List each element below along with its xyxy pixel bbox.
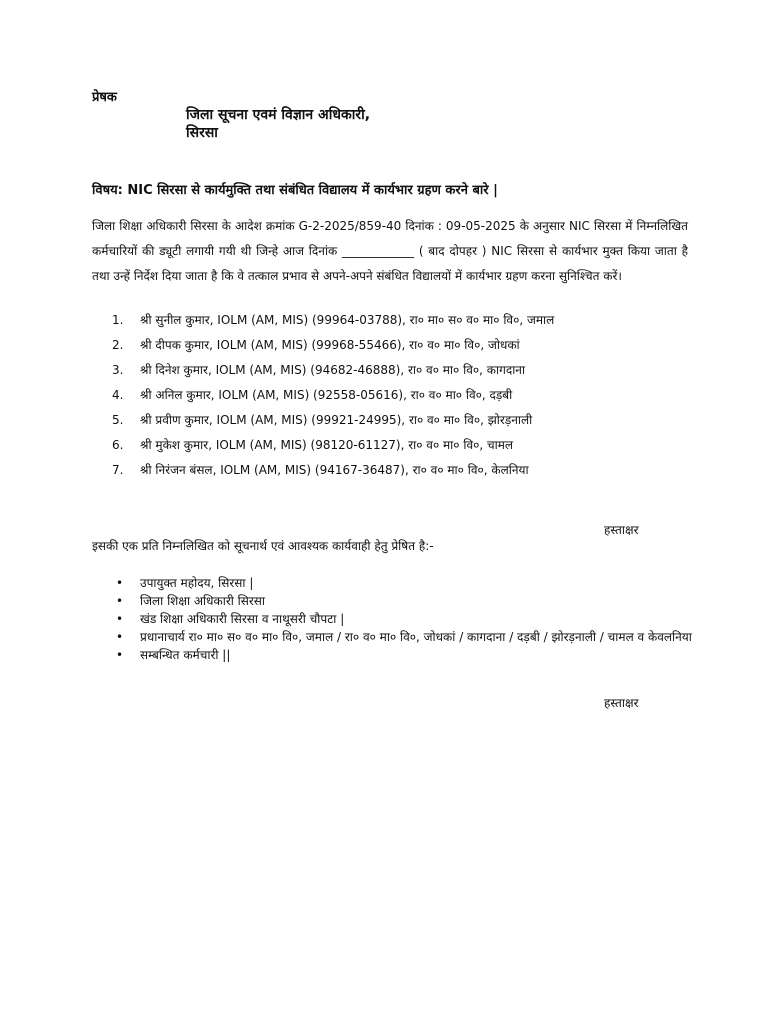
- list-item-text: श्री दिनेश कुमार, IOLM (AM, MIS) (94682-46888), रा० व० मा० वि०, कागदाना: [140, 363, 526, 377]
- list-item: [116, 575, 696, 591]
- copy-to-intro: इसकी एक प्रति निम्नलिखित को सूचनार्थ एवं आवश्यक कार्यवाही हेतु प्रेषित है:-: [92, 539, 434, 553]
- bullet-icon: •: [116, 594, 124, 608]
- employee-list: [112, 308, 712, 483]
- list-item-text: खंड शिक्षा अधिकारी सिरसा व नाथूसरी चौपटा |: [140, 612, 345, 626]
- sender-location: सिरसा: [186, 125, 218, 141]
- list-item-text: श्री प्रवीण कुमार, IOLM (AM, MIS) (99921-24995), रा० व० मा० वि०, झोरड़नाली: [140, 413, 533, 427]
- signature-label-first: हस्ताक्षर: [604, 523, 639, 537]
- list-item: [112, 433, 712, 458]
- list-item: [116, 611, 696, 627]
- list-item: [112, 358, 712, 383]
- subject-line: विषय: NIC सिरसा से कार्यमुक्ति तथा संबंधित विद्यालय में कार्यभार ग्रहण करने बारे |: [92, 183, 498, 198]
- list-item-text: श्री अनिल कुमार, IOLM (AM, MIS) (92558-05616), रा० व० मा० वि०, दड़बी: [140, 388, 513, 402]
- list-item-number: 7.: [112, 463, 124, 477]
- list-item-text: श्री मुकेश कुमार, IOLM (AM, MIS) (98120-61127), रा० व० मा० वि०, चामल: [140, 438, 514, 452]
- sender-designation: जिला सूचना एवमं विज्ञान अधिकारी,: [186, 107, 371, 123]
- list-item-text: श्री निरंजन बंसल, IOLM (AM, MIS) (94167-36487), रा० व० मा० वि०, केलनिया: [140, 463, 529, 477]
- list-item: [112, 408, 712, 433]
- copy-to-list: [116, 575, 696, 665]
- body-paragraph: जिला शिक्षा अधिकारी सिरसा के आदेश क्रमांक G-2-2025/859-40 दिनांक : 09-05-2025 के अनुसार NIC सिरसा में निम्नलिखित कर्मचारियों की ड्यूटी लगायी गयी थी जिन्हे आज दिनांक ____________ ( बाद दोपहर ) NIC सिरसा से कार्यभार मुक्त किया जाता है तथा उन्हें निर्देश दिया जाता है कि वे तत्काल प्रभाव से अपने-अपने संबंधित विद्यालयों में कार्यभार ग्रहण करना सुनिश्चित करें।: [92, 219, 688, 283]
- list-item-number: 2.: [112, 338, 124, 352]
- list-item-text: श्री सुनील कुमार, IOLM (AM, MIS) (99964-03788), रा० मा० स० व० मा० वि०, जमाल: [140, 313, 555, 327]
- list-item-number: 1.: [112, 313, 124, 327]
- list-item-number: 5.: [112, 413, 124, 427]
- list-item: [116, 629, 696, 645]
- list-item-text: श्री दीपक कुमार, IOLM (AM, MIS) (99968-55466), रा० व० मा० वि०, जोधकां: [140, 338, 520, 352]
- list-item-number: 3.: [112, 363, 124, 377]
- list-item-number: 6.: [112, 438, 124, 452]
- bullet-icon: •: [116, 648, 124, 662]
- bullet-icon: •: [116, 630, 124, 644]
- signature-label-second: हस्ताक्षर: [604, 696, 639, 710]
- list-item: [112, 458, 712, 483]
- list-item: [112, 333, 712, 358]
- list-item-number: 4.: [112, 388, 124, 402]
- list-item: [112, 308, 712, 333]
- sender-label: प्रेषक: [92, 90, 117, 105]
- bullet-icon: •: [116, 576, 124, 590]
- list-item-text: सम्बन्धित कर्मचारी ||: [140, 648, 231, 662]
- list-item-text: प्रधानाचार्य रा० मा० स० व० मा० वि०, जमाल / रा० व० मा० वि०, जोधकां / कागदाना / दड़बी / झोरड़नाली / चामल व केवलनिया: [140, 630, 692, 644]
- bullet-icon: •: [116, 612, 124, 626]
- list-item: [112, 383, 712, 408]
- list-item-text: उपायुक्त महोदय, सिरसा |: [140, 576, 254, 590]
- list-item: [116, 593, 696, 609]
- list-item-text: जिला शिक्षा अधिकारी सिरसा: [140, 594, 266, 608]
- list-item: [116, 647, 696, 663]
